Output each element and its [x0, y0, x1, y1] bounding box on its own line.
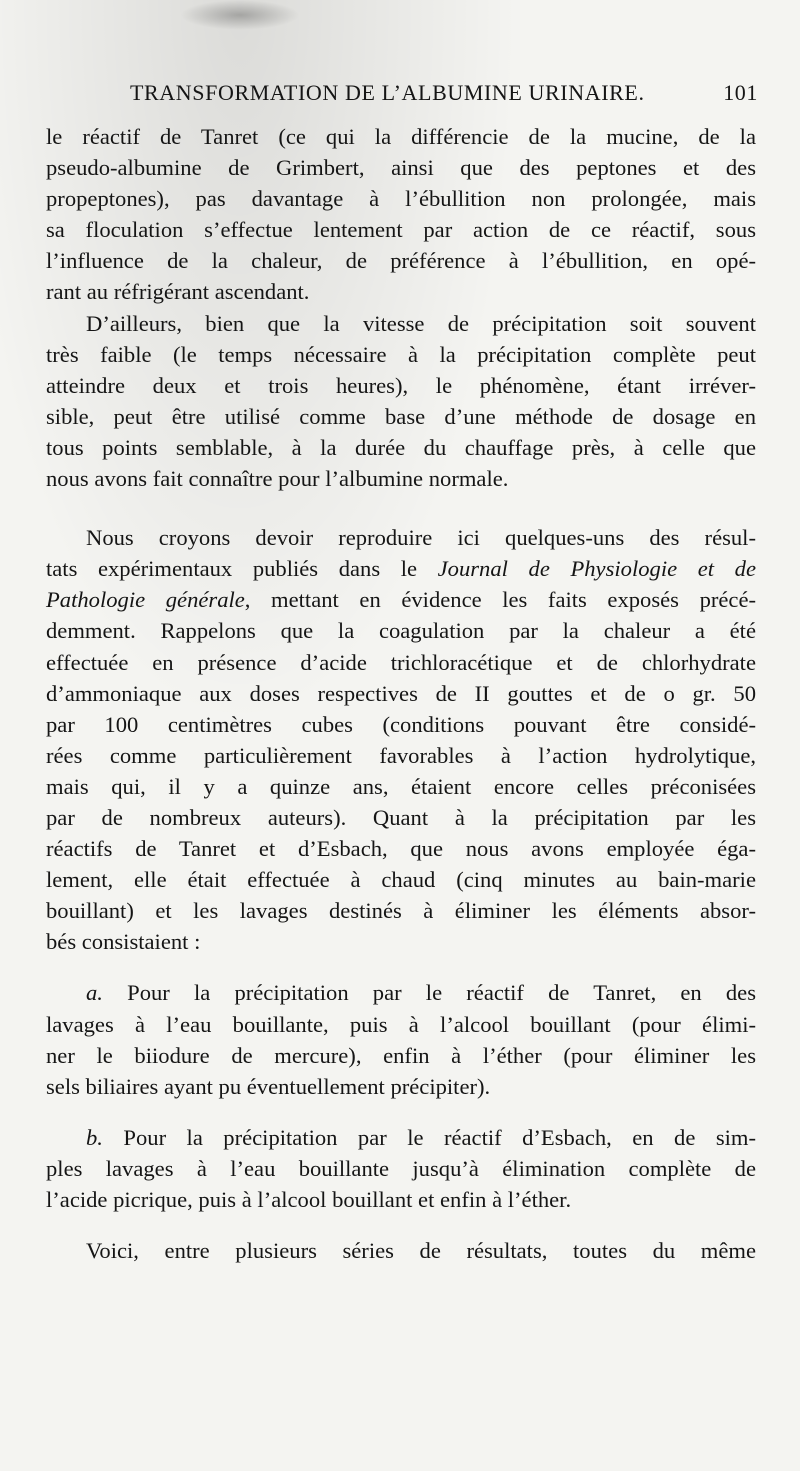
- text-line: réactifs de Tanret et d’Esbach, que nous avons employée éga-: [46, 836, 756, 862]
- paragraph-2: [46, 308, 756, 495]
- text-line: très faible (le temps nécessaire à la précipitation complète peut: [46, 341, 756, 367]
- ink-stain: [180, 0, 300, 30]
- list-item-a: [46, 977, 756, 1101]
- list-marker: b.: [86, 1124, 103, 1150]
- text-line: mais qui, il y a quinze ans, étaient encore celles préconisées: [46, 773, 756, 799]
- text-fragment: Pour la précipitation par le réactif d’Esbach, en de sim-: [123, 1124, 756, 1150]
- text-line: l’influence de la chaleur, de préférence à l’ébullition, en opé-: [46, 248, 756, 274]
- text-line: l’acide picrique, puis à l’alcool bouillant et enfin à l’éther.: [46, 1187, 572, 1212]
- text-line: nous avons fait connaître pour l’albumine normale.: [46, 466, 509, 492]
- text-line: [46, 553, 756, 584]
- text-fragment: Pour la précipitation par le réactif de Tanret, en des: [127, 980, 756, 1006]
- text-line: le réactif de Tanret (ce qui la différencie de la mucine, de la: [46, 124, 756, 149]
- text-line: rant au réfrigérant ascendant.: [46, 279, 310, 305]
- running-header: [118, 78, 758, 112]
- text-line: [46, 1122, 756, 1153]
- text-line: bés consistaient :: [46, 929, 201, 955]
- paragraph-6: [46, 1235, 756, 1266]
- text-line: d’ammoniaque aux doses respectives de II gouttes et de o gr. 50: [46, 680, 756, 706]
- text-fragment: , mettant en évidence les faits exposés précé-: [244, 587, 756, 613]
- text-line: Nous croyons devoir reproduire ici quelques-uns des résul-: [86, 525, 756, 551]
- text-line: ples lavages à l’eau bouillante jusqu’à élimination complète de: [46, 1155, 756, 1181]
- text-line: tous points semblable, à la durée du chauffage près, à celle que: [46, 434, 756, 460]
- text-line: effectuée en présence d’acide trichloracétique et de chlorhydrate: [46, 649, 756, 675]
- text-line: lement, elle était effectuée à chaud (cinq minutes au bain-marie: [46, 867, 756, 893]
- text-line: sa floculation s’effectue lentement par action de ce réactif, sous: [46, 217, 756, 243]
- list-marker: a.: [86, 980, 103, 1006]
- text-line: par 100 centimètres cubes (conditions pouvant être considé-: [46, 711, 756, 737]
- text-line: lavages à l’eau bouillante, puis à l’alcool bouillant (pour élimi-: [46, 1011, 756, 1037]
- list-item-b: [46, 1122, 756, 1215]
- page-number: 101: [723, 80, 758, 105]
- text-line: [46, 977, 756, 1008]
- running-title: TRANSFORMATION DE L’ALBUMINE URINAIRE.: [130, 80, 645, 105]
- text-line: sels biliaires ayant pu éventuellement précipiter).: [46, 1073, 491, 1099]
- text-fragment: tats expérimentaux publiés dans le: [46, 556, 418, 582]
- text-line: D’ailleurs, bien que la vitesse de précipitation soit souvent: [86, 310, 756, 336]
- text-line: par de nombreux auteurs). Quant à la précipitation par les: [46, 804, 756, 830]
- text-line: pseudo-albumine de Grimbert, ainsi que des peptones et des: [46, 155, 756, 181]
- text-line: sible, peut être utilisé comme base d’une méthode de dosage en: [46, 403, 756, 429]
- text-line: atteindre deux et trois heures), le phénomène, étant irréver-: [46, 372, 756, 398]
- text-line: demment. Rappelons que la coagulation par la chaleur a été: [46, 618, 756, 644]
- text-line: rées comme particulièrement favorables à l’action hydrolytique,: [46, 742, 756, 768]
- text-line: [46, 584, 756, 615]
- text-line: Voici, entre plusieurs séries de résultats, toutes du même: [86, 1238, 756, 1264]
- text-line: ner le biiodure de mercure), enfin à l’éther (pour éliminer les: [46, 1042, 756, 1068]
- text-line: propeptones), pas davantage à l’ébullition non prolongée, mais: [46, 186, 756, 212]
- paragraph-1: [46, 121, 756, 308]
- journal-title: Pathologie générale: [46, 587, 245, 613]
- text-line: bouillant) et les lavages destinés à éliminer les éléments absor-: [46, 898, 756, 924]
- paragraph-3: [46, 522, 756, 957]
- body-text: [46, 121, 756, 1266]
- journal-title: Journal de Physiologie et de: [437, 556, 756, 582]
